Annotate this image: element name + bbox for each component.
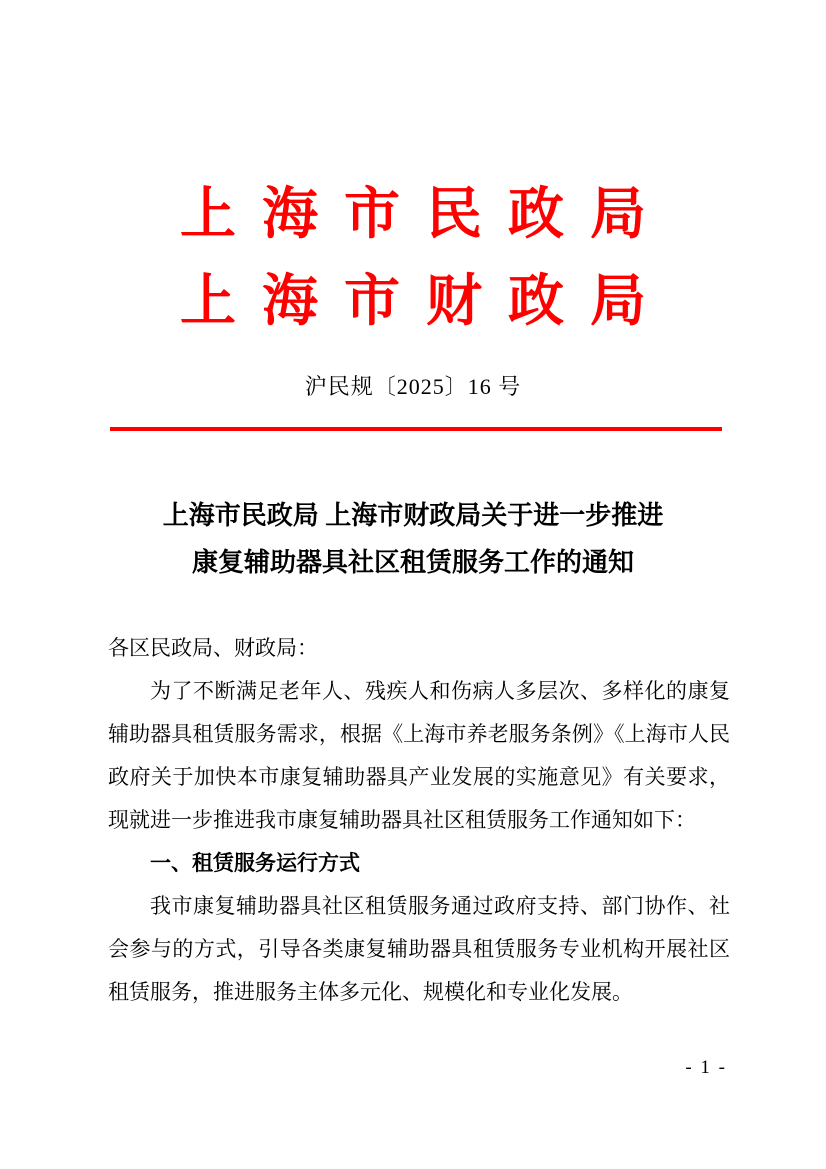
section1-paragraph: 我市康复辅助器具社区租赁服务通过政府支持、部门协作、社会参与的方式，引导各类康复辅助器具租赁服务专业机构开展社区租赁服务，推进服务主体多元化、规模化和专业化发展。: [108, 894, 730, 1004]
section1-heading: 一、租赁服务运行方式: [150, 852, 360, 875]
notice-body: [108, 627, 730, 1014]
page-number: - 1 -: [685, 1057, 727, 1078]
masthead: [0, 172, 826, 346]
notice-title-line1: 上海市民政局 上海市财政局关于进一步推进: [162, 501, 664, 530]
document-number: 沪民规〔2025〕16 号: [304, 374, 522, 399]
notice-title-line2: 康复辅助器具社区租赁服务工作的通知: [191, 548, 634, 577]
notice-title: [0, 492, 826, 586]
red-separator-line: [110, 427, 722, 431]
agency-name-line1: 上海市民政局: [180, 184, 672, 246]
agency-name-line2: 上海市财政局: [180, 271, 672, 333]
intro-paragraph: 为了不断满足老年人、残疾人和伤病人多层次、多样化的康复辅助器具租赁服务需求，根据《上海市养老服务条例》《上海市人民政府关于加快本市康复辅助器具产业发展的实施意见》有关要求，现就进一步推进我市康复辅助器具社区租赁服务工作通知如下：: [108, 679, 730, 832]
salutation: 各区民政局、财政局：: [108, 636, 318, 660]
